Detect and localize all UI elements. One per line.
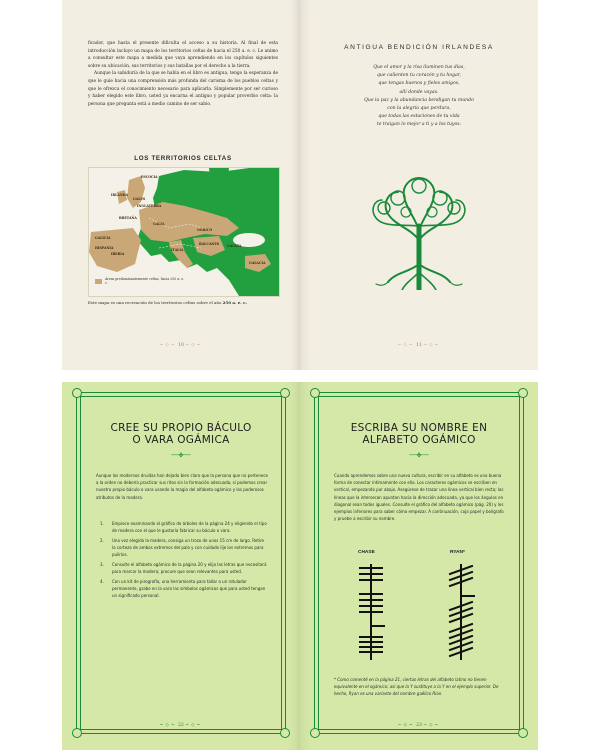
step-number: 1. [100, 521, 104, 526]
map-label: GALIA [153, 222, 165, 226]
list-item [100, 537, 268, 559]
page-number [300, 343, 538, 348]
corner-knot-icon [310, 388, 320, 398]
list-item [100, 520, 268, 534]
intro-text [88, 40, 278, 108]
title-ornament-icon: ──✤── [409, 452, 429, 459]
map-label: HISPANIA [95, 246, 114, 250]
celtic-territories-map [88, 167, 280, 297]
poem-line: que tengas buenos y fieles amigos, [378, 81, 460, 87]
map-label: ITALIA [171, 248, 184, 252]
map-title: LOS TERRITORIOS CELTAS [134, 155, 232, 162]
intro-paragraph-1: ficador, que hasta el presente dificulta el acceso a su historia. Al final de esta introducción incluyo un mapa de los territorios celtas de hacia el 250 a. e. c. Le animo a consultar este mapa a medida que vaya aprendiendo en los capítulos siguientes sobre su ubicación, sus territorios y sus batallas por el derecho a la tierra. [88, 41, 278, 69]
corner-knot-icon [518, 388, 528, 398]
map-label: GALES [133, 197, 146, 201]
poem-line: Que el amor y la risa iluminen tus días, [373, 65, 465, 70]
page-10 [62, 0, 300, 370]
page-title-line: ALFABETO OGÁMICO [362, 434, 476, 446]
page-title [326, 422, 512, 446]
page-number [62, 723, 300, 728]
footnote: * Como comenté en la página 21, ciertas letras del alfabeto latino no tienen equivalente en el ogámico; así que la Y sustituye a la Y en el ejemplo superior. De hecho, Ryan es una variante del nombre gaélico Rían. [334, 677, 499, 696]
list-item [100, 578, 268, 600]
ornament-right-icon: ~◇~ [185, 343, 203, 348]
page-11 [300, 0, 538, 370]
ornament-left-icon: ~◇~ [159, 723, 177, 728]
poem-line: allí donde vayas. [399, 89, 439, 95]
ogham-ryan-icon [446, 564, 476, 660]
corner-knot-icon [280, 388, 290, 398]
corner-knot-icon [280, 728, 290, 738]
tree-of-life-icon [366, 168, 472, 290]
map-label: IRLANDA [111, 193, 129, 197]
step-text: Consulte el alfabeto ogámico de la página 20 y elija las letras que necesitará para marcar la madera; procure que sean relevantes para usted. [112, 562, 267, 575]
list-item [100, 561, 268, 575]
map-label: GALACIA [249, 261, 266, 265]
page-title-line: CREE SU PROPIO BÁCULO [110, 422, 252, 434]
map-label: GALICIA [95, 236, 111, 240]
map-caption-year: 250 a. e. c. [222, 300, 247, 305]
poem-title: ANTIGUA BENDICIÓN IRLANDESA [344, 44, 494, 51]
page-title-line: ESCRIBA SU NOMBRE EN [350, 422, 488, 434]
ornament-right-icon: ~◇~ [423, 343, 441, 348]
corner-knot-icon [72, 388, 82, 398]
poem-line: Que la paz y la abundancia bendigan tu mundo [364, 97, 474, 103]
irish-blessing-poem [300, 64, 538, 130]
body-text: Cuando aprendemos sobre una nueva cultura, escribir en su alfabeto es una buena forma de conectar íntimamente con ella. Los caracteres ogámicos se escriben en vertical, empezando por abajo. Asegúrese de trazar una línea vertical bien recta; las líneas que la intersecan apuntan hacia la dirección adecuada, ya que los ángulos en diagonal sean todos iguales. Consulte el gráfico del alfabeto ogámico (pág. 20) y los ejemplos inferiores para saber cómo empezar. A continuación, coja papel y bolígrafo y pruebe a escribir su nombre. [334, 473, 504, 522]
example-name-label: RYAN* [450, 550, 465, 555]
map-label: BRETAÑA [119, 216, 137, 220]
example-name-label: CHASE [358, 550, 375, 555]
map-caption [88, 300, 283, 305]
body-paragraph [334, 472, 506, 522]
corner-knot-icon [72, 728, 82, 738]
map-label: GÁLATA [227, 244, 242, 248]
ornament-right-icon: ~◇~ [423, 723, 441, 728]
map-legend: Áreas predominantemente celtas, hacia 250 a. e. c. [105, 277, 185, 285]
step-number: 2. [100, 537, 104, 543]
intro-text: Aunque los modernos druidas han dejado bien claro que la persona que no pertenece a la orden no debería practicar sus ritos sin la formación adecuada, sí podemos crear nuestro propio báculo o vara usando la magia del alfabeto ogámico y los poderosos atributos de la madera. [96, 473, 268, 500]
ornament-right-icon: ~◇~ [185, 723, 203, 728]
book-spread-top [62, 0, 538, 370]
map-label: IBERIA [111, 252, 125, 256]
map-label: ESCOCIA [141, 175, 158, 179]
poem-line: te traigan lo mejor a ti y a los tuyos. [376, 122, 462, 128]
book-spread-bottom [62, 382, 538, 750]
page-title-line: O VARA OGÁMICA [132, 434, 230, 446]
step-text: Empiece examinando el gráfico de árboles de la página 24 y eligiendo el tipo de madera con el que le gustaría fabricar su báculo o vara. [112, 521, 267, 534]
map-label: BALCANES [199, 242, 220, 246]
page-number [300, 723, 538, 728]
ogham-chase-icon [356, 564, 386, 660]
ornament-left-icon: ~◇~ [397, 343, 415, 348]
steps-list [100, 520, 268, 602]
step-text: Una vez elegida la madera, consiga un trozo de unos 15 cm de largo. Retire la corteza de ambos extremos del palo y con cuidado lije los extremos para pulirlos. [112, 537, 265, 558]
corner-knot-icon [310, 728, 320, 738]
ornament-left-icon: ~◇~ [159, 343, 177, 348]
step-text: Con un kit de pirografía, una herramienta para tallar o un rotulador permanente, grabe en la vara las símbolos ogámicos que para usted tengan un significado personal. [112, 578, 266, 599]
step-number: 4. [100, 578, 104, 584]
map-label: NÓRICO [197, 228, 213, 232]
intro-paragraph-2: Aunque la sabiduría de la que se habla en el libro es antigua, tengo la esperanza de que le guíe hacia una comprensión más profunda del carisma de los pueblos celtas y que le ofrezca el conocimiento necesario para aplicarla. Simplemente por ser curioso y haber elegido este libro, usted ya encarna el antiguo y popular proverbio celta: la persona que pregunta está a medio camino de ser sabio. [88, 71, 278, 107]
corner-knot-icon [518, 728, 528, 738]
intro-paragraph [96, 472, 268, 501]
page-number-value: 23 [416, 723, 422, 728]
title-ornament-icon: ──✤── [171, 452, 191, 459]
page-number [62, 343, 300, 348]
map-label: INGLATERRA [137, 204, 162, 208]
page-number-value: 22 [178, 723, 184, 728]
page-23 [300, 382, 538, 750]
poem-line: que calienten tu corazón y tu hogar, [376, 73, 461, 79]
poem-line: con la alegría que perdura, [387, 106, 451, 112]
page-22 [62, 382, 300, 750]
page-number-value: 10 [178, 343, 184, 348]
poem-line: que todas las estaciones de tu vida [378, 114, 460, 120]
page-title [88, 422, 274, 446]
ornament-left-icon: ~◇~ [397, 723, 415, 728]
map-caption-text: Este mapa es una recreación de los territorios celtas sobre el año [88, 300, 223, 305]
step-number: 3. [100, 562, 104, 568]
page-number-value: 11 [416, 343, 422, 348]
